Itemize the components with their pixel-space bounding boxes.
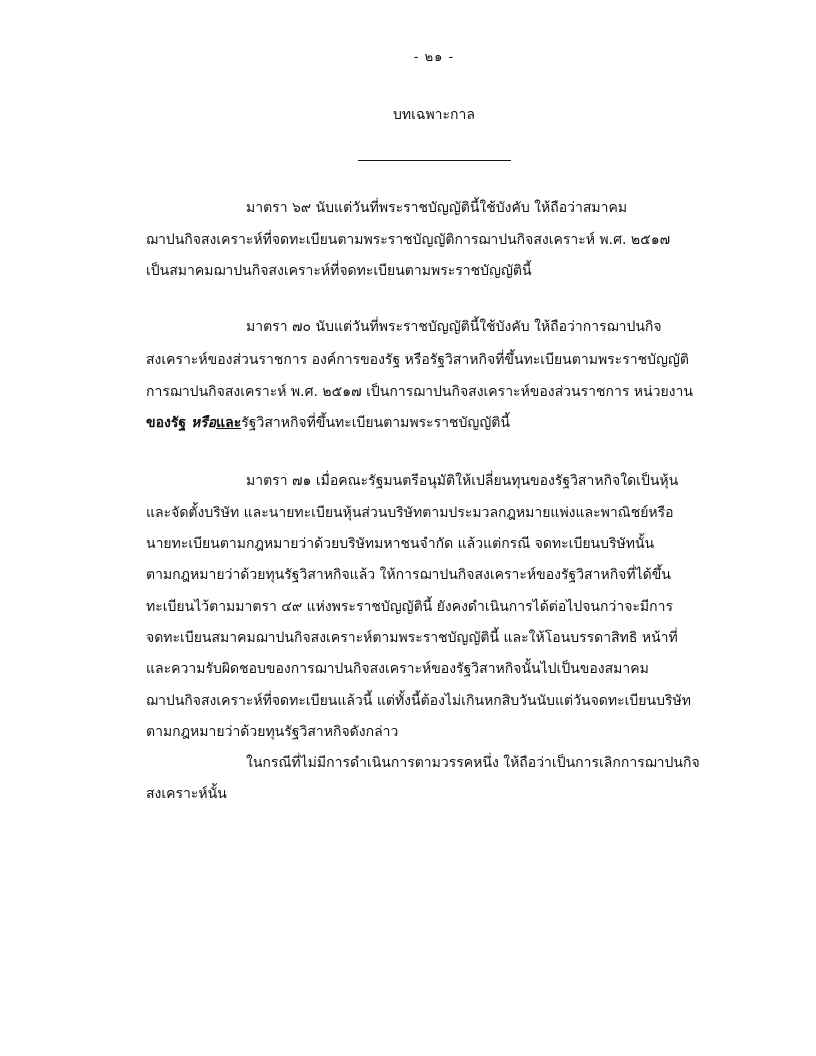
- section-70-line-1: มาตรา ๗๐ นับแต่วันที่พระราชบัญญัตินี้ใช้บังคับ ให้ถือว่าการฌาปนกิจ: [246, 319, 662, 335]
- section-71-line-9: ตามกฎหมายว่าด้วยทุนรัฐวิสาหกิจดังกล่าว: [146, 724, 399, 740]
- section-71-line-2: และจัดตั้งบริษัท และนายทะเบียนหุ้นส่วนบริษัทตามประมวลกฎหมายแพ่งและพาณิชย์หรือ: [146, 505, 674, 521]
- title-underline: [358, 160, 511, 161]
- section-70-line-4-text-a: ของรัฐ: [146, 415, 191, 431]
- section-71-para-2-line-1: ในกรณีที่ไม่มีการดำเนินการตามวรรคหนึ่ง ให้ถือว่าเป็นการเลิกการฌาปนกิจ: [246, 755, 700, 771]
- section-71-line-1: มาตรา ๗๑ เมื่อคณะรัฐมนตรีอนุมัติให้เปลี่ยนทุนของรัฐวิสาหกิจใดเป็นหุ้น: [246, 473, 679, 489]
- section-70-inserted-word: และ: [216, 415, 242, 431]
- section-71-line-7: และความรับผิดชอบของการฌาปนกิจสงเคราะห์ของรัฐวิสาหกิจนั้นไปเป็นของสมาคม: [146, 661, 649, 677]
- chapter-title: บทเฉพาะกาล: [393, 107, 475, 123]
- section-70-line-4-text-b: รัฐวิสาหกิจที่ขึ้นทะเบียนตามพระราชบัญญัตินี้: [241, 415, 510, 431]
- section-71-line-5: ทะเบียนไว้ตามมาตรา ๔๙ แห่งพระราชบัญญัตินี้ ยังคงดำเนินการได้ต่อไปจนกว่าจะมีการ: [146, 599, 674, 615]
- section-71-line-8: ฌาปนกิจสงเคราะห์ที่จดทะเบียนแล้วนี้ แต่ทั้งนี้ต้องไม่เกินหกสิบวันนับแต่วันจดทะเบียนบริษัท: [146, 693, 691, 709]
- section-71-para-2-line-2: สงเคราะห์นั้น: [146, 786, 227, 802]
- section-71-line-4: ตามกฎหมายว่าด้วยทุนรัฐวิสาหกิจแล้ว ให้การฌาปนกิจสงเคราะห์ของรัฐวิสาหกิจที่ได้ขึ้น: [146, 567, 671, 583]
- page-number: - ๒๑ -: [413, 50, 455, 65]
- section-70-line-4: [146, 409, 706, 437]
- section-69-line-1: มาตรา ๖๙ นับแต่วันที่พระราชบัญญัตินี้ใช้บังคับ ให้ถือว่าสมาคม: [246, 200, 628, 216]
- section-69-line-3: เป็นสมาคมฌาปนกิจสงเคราะห์ที่จดทะเบียนตามพระราชบัญญัตินี้: [146, 263, 532, 279]
- section-70-struck-word: หรือ: [190, 415, 217, 431]
- section-69-line-2: ฌาปนกิจสงเคราะห์ที่จดทะเบียนตามพระราชบัญญัติการฌาปนกิจสงเคราะห์ พ.ศ. ๒๕๑๗: [146, 232, 671, 248]
- section-70-line-3: การฌาปนกิจสงเคราะห์ พ.ศ. ๒๕๑๗ เป็นการฌาปนกิจสงเคราะห์ของส่วนราชการ หน่วยงาน: [146, 384, 693, 400]
- section-71-line-6: จดทะเบียนสมาคมฌาปนกิจสงเคราะห์ตามพระราชบัญญัตินี้ และให้โอนบรรดาสิทธิ หน้าที่: [146, 630, 678, 646]
- section-70-line-2: สงเคราะห์ของส่วนราชการ องค์การของรัฐ หรือรัฐวิสาหกิจที่ขึ้นทะเบียนตามพระราชบัญญัติ: [146, 352, 689, 368]
- section-71-line-3: นายทะเบียนตามกฎหมายว่าด้วยบริษัทมหาชนจำกัด แล้วแต่กรณี จดทะเบียนบริษัทนั้น: [146, 536, 655, 552]
